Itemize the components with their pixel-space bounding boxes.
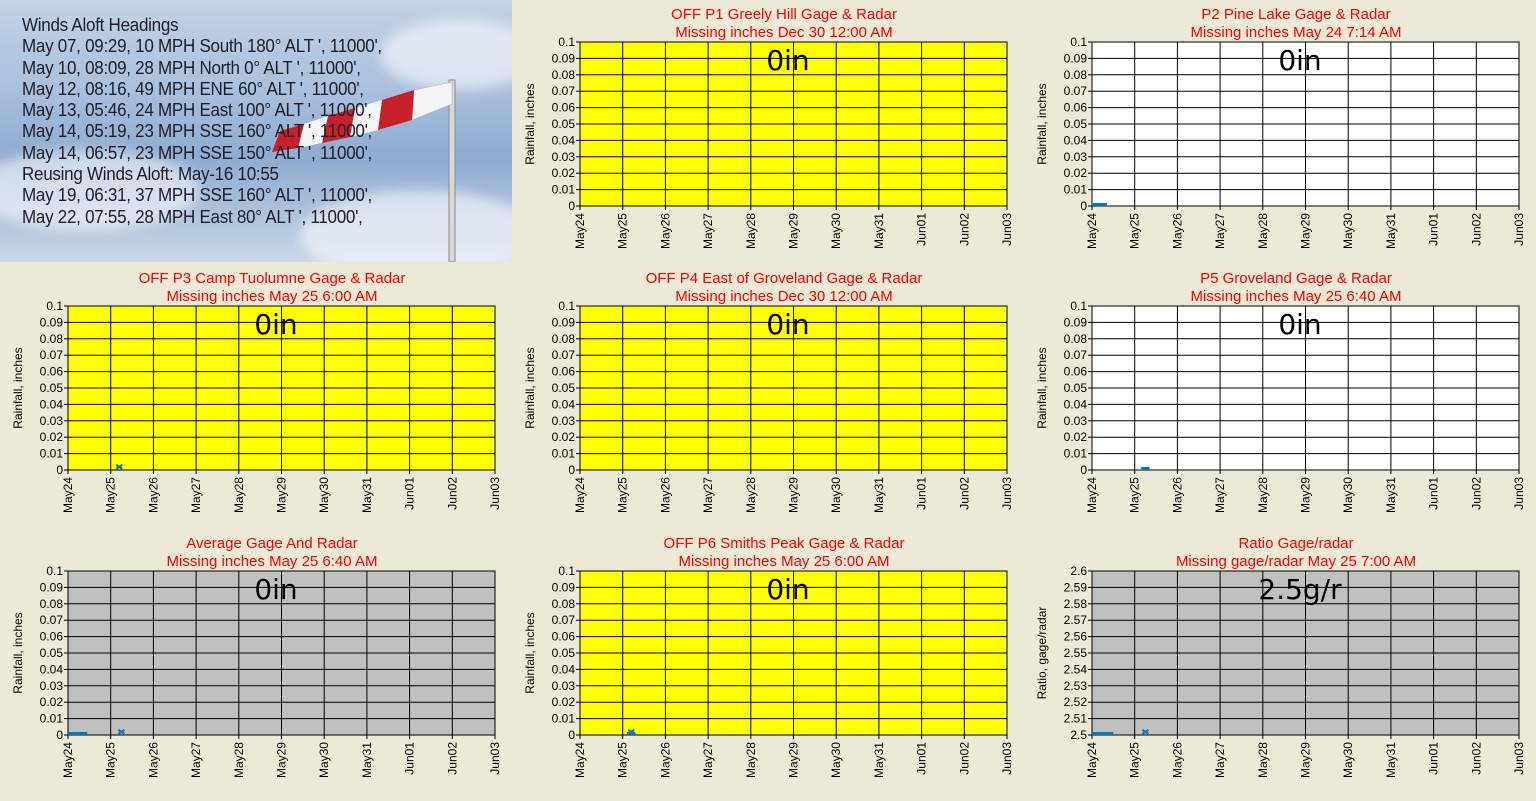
x-tick-label: Jun03 [1000,477,1014,510]
y-tick-label: 0.1 [558,299,575,313]
chart-p5-groveland [1024,264,1536,531]
y-tick-label: 0.06 [551,629,575,644]
x-tick-label: May27 [701,742,716,779]
x-tick-label: May28 [1255,213,1270,250]
x-tick-label: May29 [786,742,801,779]
x-tick-label: May26 [658,213,673,250]
chart-subtitle: Missing inches May 25 6:40 AM [1190,288,1402,305]
x-tick-label: May30 [1341,742,1356,779]
x-tick-label: Jun03 [1000,742,1014,775]
x-tick-label: May29 [274,477,289,514]
y-tick-label: 2.55 [1063,646,1087,660]
y-tick-label: 0.07 [551,84,575,99]
y-tick-label: 0.02 [551,166,575,181]
chart-svg [512,529,1024,796]
x-tick-label: Jun01 [1426,213,1441,246]
x-tick-label: Jun02 [1469,477,1484,510]
y-tick-label: 0 [1080,199,1087,213]
x-tick-label: May30 [829,477,844,514]
x-tick-label: May26 [658,742,673,779]
chart-subtitle: Missing inches Dec 30 12:00 AM [675,24,893,41]
chart-subtitle: Missing gage/radar May 25 7:00 AM [1175,553,1417,570]
y-tick-label: 0.05 [551,117,575,131]
x-tick-label: Jun01 [1426,742,1441,775]
y-tick-label: 0.08 [39,596,63,611]
y-tick-label: 0.08 [1063,331,1087,346]
x-tick-label: May31 [871,742,886,779]
chart-p2-pine-lake [1024,0,1536,267]
x-tick-label: May25 [1127,742,1142,779]
chart-svg [1024,264,1536,531]
y-tick-label: 2.56 [1063,629,1087,644]
y-tick-label: 0.05 [39,646,63,660]
y-tick-label: 0.04 [551,133,575,148]
x-tick-label: May30 [1341,213,1356,250]
x-tick-label: May26 [146,477,161,514]
chart-subtitle: Missing inches May 25 6:00 AM [166,288,378,305]
x-tick-label: May24 [1085,213,1099,250]
x-tick-label: May29 [274,742,289,779]
x-tick-label: May26 [1170,477,1185,514]
y-tick-label: 0.07 [1063,348,1087,363]
y-tick-label: 0.01 [551,446,575,461]
y-tick-label: 0.02 [1063,166,1087,181]
y-tick-label: 0.08 [551,67,575,82]
y-tick-label: 0.03 [39,678,63,693]
x-tick-label: Jun01 [402,477,417,510]
x-tick-label: May26 [658,477,673,514]
x-tick-label: May24 [1085,742,1099,779]
winds-aloft-line: May 14, 05:19, 23 MPH SSE 160° ALT ', 11000', [22,120,373,142]
y-tick-label: 0.03 [1063,413,1087,428]
x-tick-label: May31 [1383,213,1398,250]
x-tick-label: Jun03 [1000,213,1014,246]
winds-aloft-line: May 14, 06:57, 23 MPH SSE 150° ALT ', 11000', [22,141,373,163]
windsock-pole [449,80,455,262]
x-tick-label: May29 [1298,742,1313,779]
y-tick-label: 0.08 [551,596,575,611]
y-tick-label: 0.08 [1063,67,1087,82]
winds-aloft-list [22,14,382,227]
y-axis-label: Rainfall, inches [11,347,25,429]
x-tick-label: Jun02 [1469,742,1484,775]
x-tick-label: Jun02 [957,742,972,775]
current-value-label: 0in [766,308,810,341]
x-tick-label: May25 [1127,213,1142,250]
winds-aloft-panel [0,0,512,262]
y-tick-label: 0.08 [551,331,575,346]
y-tick-label: 0.06 [551,364,575,379]
current-value-label: 2.5g/r [1258,573,1342,606]
x-tick-label: May26 [1170,213,1185,250]
x-tick-label: May28 [743,213,758,250]
current-value-label: 0in [254,573,298,606]
chart-p3-camp-tuolumne [0,264,512,531]
y-tick-label: 0.09 [39,315,63,330]
y-tick-label: 0.06 [551,100,575,115]
winds-aloft-line: May 22, 07:55, 28 MPH East 80° ALT ', 11000', [22,205,363,227]
x-tick-label: May24 [61,477,75,514]
x-tick-label: May24 [573,742,587,779]
chart-title: OFF P3 Camp Tuolumne Gage & Radar [138,270,406,287]
y-axis-label: Rainfall, inches [1035,83,1049,165]
current-value-label: 0in [766,573,810,606]
chart-svg [512,0,1024,267]
x-tick-label: May28 [231,742,246,779]
x-tick-label: Jun01 [914,213,929,246]
y-tick-label: 0.05 [39,381,63,395]
y-tick-label: 0.02 [1063,430,1087,445]
x-tick-label: May30 [1341,477,1356,514]
y-tick-label: 0.05 [1063,117,1087,131]
y-tick-label: 0.01 [1063,182,1087,197]
x-tick-label: May30 [829,213,844,250]
x-tick-label: Jun03 [1512,477,1526,510]
current-value-label: 0in [254,308,298,341]
x-tick-label: May30 [317,477,332,514]
x-tick-label: Jun02 [957,477,972,510]
x-tick-label: Jun01 [914,742,929,775]
y-tick-label: 0.07 [1063,84,1087,99]
y-tick-label: 0.01 [551,711,575,726]
x-tick-label: May31 [871,477,886,514]
x-tick-label: Jun01 [1426,477,1441,510]
chart-title: OFF P1 Greely Hill Gage & Radar [671,6,897,23]
chart-title: P5 Groveland Gage & Radar [1200,270,1392,287]
x-tick-label: May25 [615,742,630,779]
x-tick-label: May24 [61,742,75,779]
chart-subtitle: Missing inches Dec 30 12:00 AM [675,288,893,305]
x-tick-label: May24 [1085,477,1099,514]
y-tick-label: 0.03 [39,413,63,428]
x-tick-label: May25 [103,477,118,514]
chart-title: P2 Pine Lake Gage & Radar [1201,6,1391,23]
x-tick-label: May27 [1213,742,1228,779]
x-tick-label: May27 [189,477,204,514]
y-tick-label: 0.05 [1063,381,1087,395]
x-tick-label: May28 [231,477,246,514]
x-tick-label: May27 [701,477,716,514]
x-tick-label: May30 [317,742,332,779]
x-tick-label: May25 [1127,477,1142,514]
y-tick-label: 0.07 [39,348,63,363]
x-tick-label: Jun02 [1469,213,1484,246]
y-tick-label: 0.05 [551,646,575,660]
winds-aloft-line: May 12, 08:16, 49 MPH ENE 60° ALT ', 11000', [22,77,364,99]
x-tick-label: May31 [359,742,374,779]
y-tick-label: 0 [568,463,575,477]
x-tick-label: May29 [1298,477,1313,514]
current-value-label: 0in [1278,44,1322,77]
chart-p1-greely-hill [512,0,1024,267]
y-tick-label: 0.01 [551,182,575,197]
y-tick-label: 0.07 [551,348,575,363]
x-tick-label: May30 [829,742,844,779]
x-tick-label: May29 [786,477,801,514]
y-tick-label: 0.1 [46,299,63,313]
x-tick-label: May26 [1170,742,1185,779]
chart-p4-east-of-groveland [512,264,1024,531]
winds-aloft-line: May 19, 06:31, 37 MPH SSE 160° ALT ', 11000', [22,184,373,206]
y-tick-label: 0.04 [551,397,575,412]
chart-subtitle: Missing inches May 25 6:40 AM [166,553,378,570]
y-tick-label: 0.1 [558,564,575,578]
x-tick-label: May31 [871,213,886,250]
x-tick-label: May25 [615,477,630,514]
y-tick-label: 0.01 [39,711,63,726]
x-tick-label: May25 [103,742,118,779]
x-tick-label: May27 [701,213,716,250]
y-tick-label: 0 [56,463,63,477]
y-axis-label: Rainfall, inches [523,612,537,694]
y-tick-label: 0.04 [1063,397,1087,412]
y-tick-label: 0.04 [39,662,63,677]
y-tick-label: 0.06 [39,629,63,644]
y-tick-label: 0.02 [39,695,63,710]
y-tick-label: 0 [568,728,575,742]
x-tick-label: May24 [573,213,587,250]
chart-average-gage-radar [0,529,512,796]
y-tick-label: 0.02 [551,430,575,445]
y-tick-label: 2.51 [1063,711,1087,726]
x-tick-label: May29 [1298,213,1313,250]
x-tick-label: Jun01 [914,477,929,510]
x-tick-label: Jun02 [445,477,460,510]
x-tick-label: May28 [743,477,758,514]
y-tick-label: 0.08 [39,331,63,346]
y-tick-label: 0.09 [551,51,575,66]
y-tick-label: 0 [568,199,575,213]
chart-ratio-gage-radar [1024,529,1536,796]
winds-aloft-line: Reusing Winds Aloft: May-16 10:55 [22,163,279,185]
y-axis-label: Rainfall, inches [1035,347,1049,429]
y-tick-label: 0.09 [1063,315,1087,330]
y-tick-label: 0.09 [1063,51,1087,66]
y-tick-label: 2.53 [1063,678,1087,693]
x-tick-label: Jun03 [488,477,502,510]
y-tick-label: 2.59 [1063,580,1087,595]
y-tick-label: 0.1 [46,564,63,578]
y-tick-label: 0.04 [39,397,63,412]
y-tick-label: 0.06 [1063,100,1087,115]
y-tick-label: 0.04 [1063,133,1087,148]
chart-subtitle: Missing inches May 24 7:14 AM [1190,24,1402,41]
x-tick-label: May26 [146,742,161,779]
chart-p6-smiths-peak [512,529,1024,796]
x-tick-label: Jun02 [957,213,972,246]
winds-aloft-heading: Winds Aloft Headings [22,14,179,35]
y-tick-label: 0.01 [1063,446,1087,461]
y-tick-label: 2.54 [1063,662,1087,677]
current-value-label: 0in [1278,308,1322,341]
y-tick-label: 0 [56,728,63,742]
x-tick-label: Jun01 [402,742,417,775]
x-tick-label: May28 [1255,742,1270,779]
x-tick-label: May27 [1213,477,1228,514]
chart-svg [0,529,512,796]
y-tick-label: 0 [1080,463,1087,477]
chart-svg [1024,529,1536,796]
x-tick-label: May28 [743,742,758,779]
x-tick-label: May31 [1383,742,1398,779]
y-tick-label: 0.03 [551,678,575,693]
chart-subtitle: Missing inches May 25 6:00 AM [678,553,890,570]
y-axis-label: Rainfall, inches [11,612,25,694]
chart-title: OFF P4 East of Groveland Gage & Radar [645,270,923,287]
x-tick-label: May27 [1213,213,1228,250]
x-tick-label: Jun03 [1512,213,1526,246]
winds-aloft-line: May 10, 08:09, 28 MPH North 0° ALT ', 11000', [22,56,361,78]
y-tick-label: 0.07 [39,613,63,628]
chart-title: Average Gage And Radar [186,535,358,552]
y-tick-label: 2.52 [1063,695,1087,710]
current-value-label: 0in [766,44,810,77]
y-tick-label: 0.03 [551,413,575,428]
y-tick-label: 0.1 [558,35,575,49]
y-axis-label: Rainfall, inches [523,83,537,165]
x-tick-label: May28 [1255,477,1270,514]
winds-aloft-line: May 13, 05:46, 24 MPH East 100° ALT ', 11000', [22,99,372,121]
y-tick-label: 0.02 [39,430,63,445]
y-axis-label: Rainfall, inches [523,347,537,429]
y-tick-label: 0.04 [551,662,575,677]
y-tick-label: 0.1 [1070,299,1087,313]
y-tick-label: 0.06 [39,364,63,379]
y-tick-label: 2.5 [1070,728,1087,742]
chart-svg [0,264,512,531]
y-axis-label: Ratio, gage/radar [1035,606,1049,700]
y-tick-label: 2.6 [1070,564,1087,578]
chart-title: OFF P6 Smiths Peak Gage & Radar [663,535,905,552]
x-tick-label: Jun03 [488,742,502,775]
y-tick-label: 2.57 [1063,613,1087,628]
y-tick-label: 0.02 [551,695,575,710]
x-tick-label: May31 [1383,477,1398,514]
y-tick-label: 0.07 [551,613,575,628]
x-tick-label: May27 [189,742,204,779]
y-tick-label: 0.09 [551,315,575,330]
chart-svg [512,264,1024,531]
y-tick-label: 0.06 [1063,364,1087,379]
x-tick-label: May24 [573,477,587,514]
x-tick-label: May31 [359,477,374,514]
y-tick-label: 0.05 [551,381,575,395]
y-tick-label: 0.1 [1070,35,1087,49]
chart-svg [1024,0,1536,267]
y-tick-label: 0.01 [39,446,63,461]
y-tick-label: 0.09 [39,580,63,595]
x-tick-label: May29 [786,213,801,250]
x-tick-label: May25 [615,213,630,250]
chart-title: Ratio Gage/radar [1238,535,1354,552]
y-tick-label: 0.09 [551,580,575,595]
winds-aloft-line: May 07, 09:29, 10 MPH South 180° ALT ', 11000', [22,35,382,57]
x-tick-label: Jun02 [445,742,460,775]
y-tick-label: 0.03 [1063,149,1087,164]
y-tick-label: 2.58 [1063,596,1087,611]
y-tick-label: 0.03 [551,149,575,164]
x-tick-label: Jun03 [1512,742,1526,775]
